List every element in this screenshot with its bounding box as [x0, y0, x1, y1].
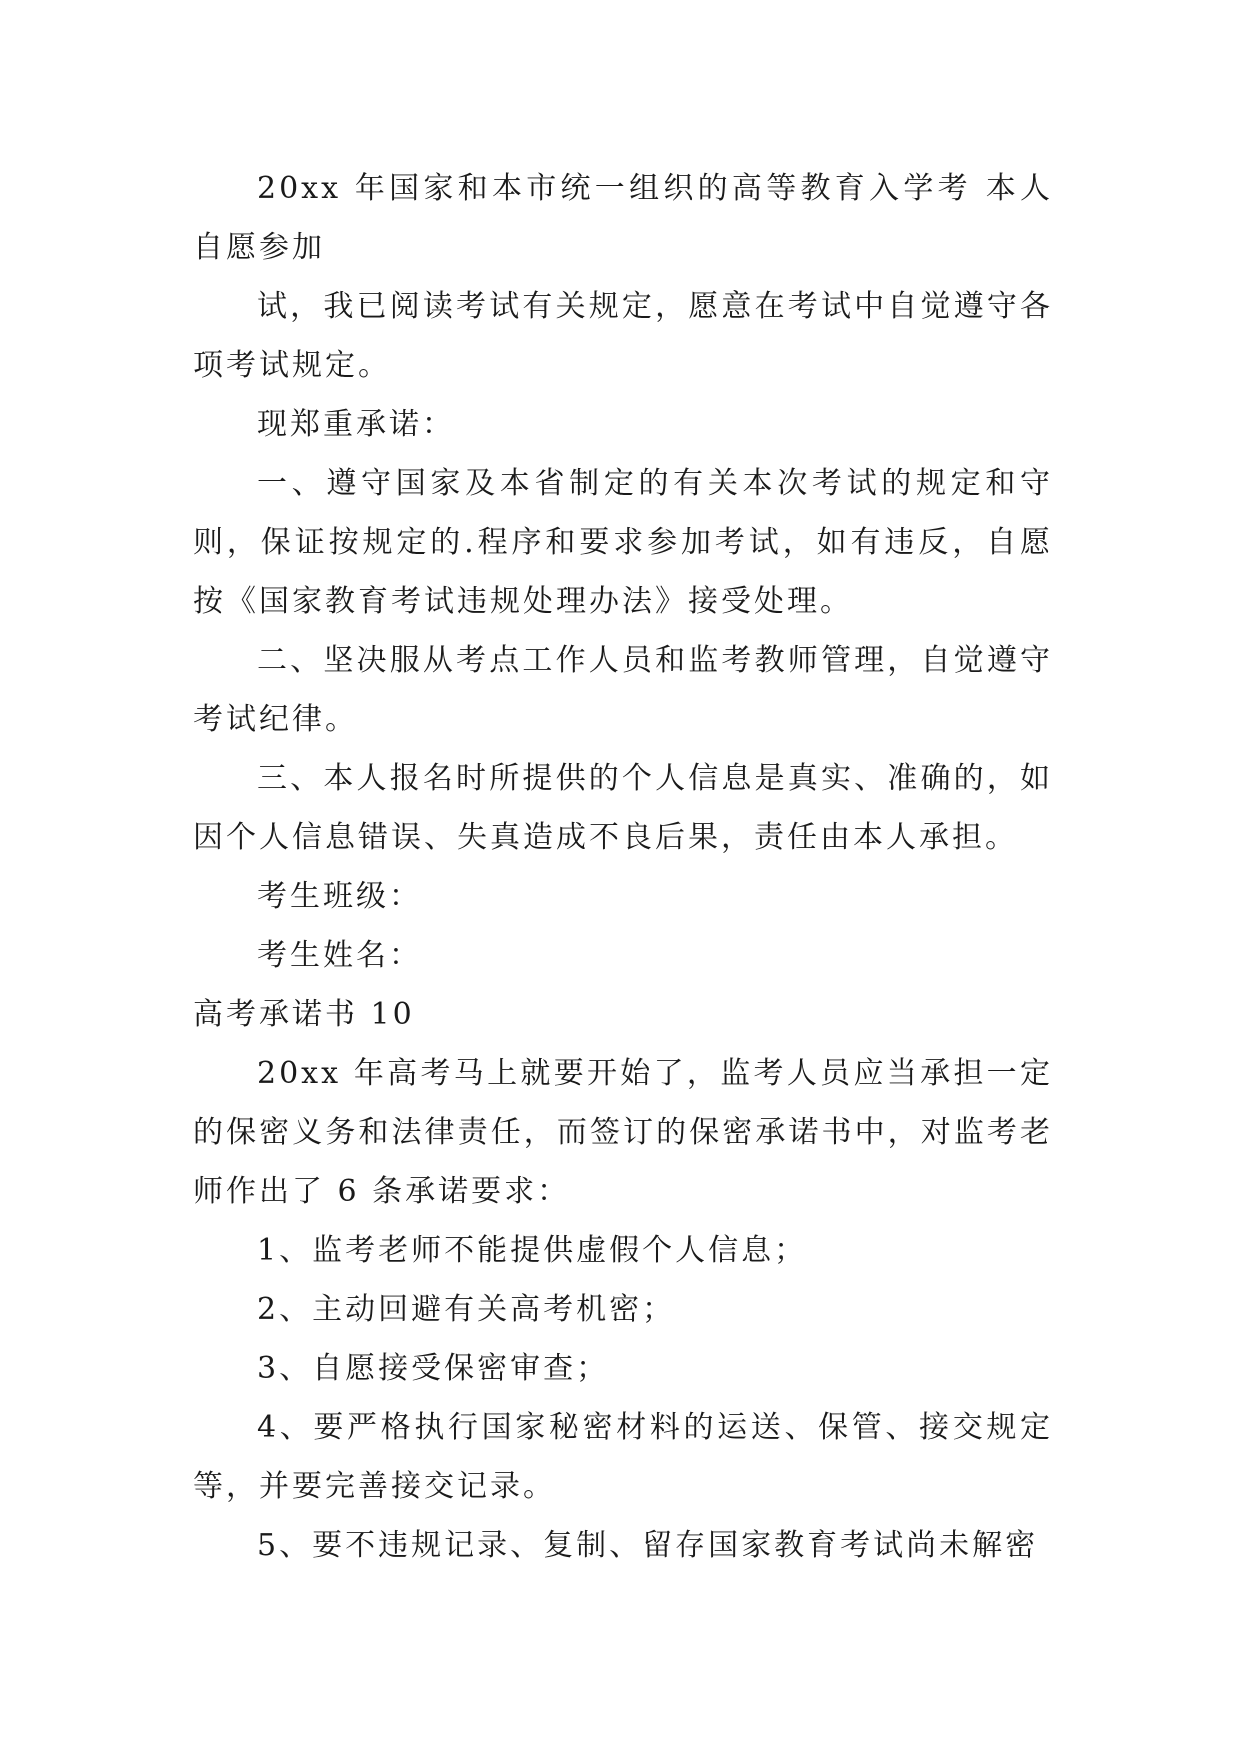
paragraph-promise-three: 三、本人报名时所提供的个人信息是真实、准确的，如因个人信息错误、失真造成不良后果，责任由本人承担。 — [193, 761, 1053, 855]
document-body — [193, 159, 1053, 1575]
list-item-1: 1、监考老师不能提供虚假个人信息； — [257, 1233, 808, 1268]
list-item-2: 2、主动回避有关高考机密； — [257, 1292, 676, 1327]
paragraph-intro: 20xx 年国家和本市统一组织的高等教育入学考 本人自愿参加 — [193, 171, 1053, 265]
paragraph-promise-two: 二、坚决服从考点工作人员和监考教师管理，自觉遵守考试纪律。 — [193, 643, 1053, 737]
list-item-3: 3、自愿接受保密审查； — [257, 1351, 610, 1386]
paragraph-solemn-promise: 现郑重承诺： — [257, 407, 455, 442]
paragraph-promise-one: 一、遵守国家及本省制定的有关本次考试的规定和守则，保证按规定的.程序和要求参加考试，如有违反，自愿按《国家教育考试违规处理办法》接受处理。 — [193, 466, 1053, 619]
list-item-4: 4、要严格执行国家秘密材料的运送、保管、接交规定等，并要完善接交记录。 — [193, 1410, 1053, 1504]
paragraph-read-rules: 试，我已阅读考试有关规定，愿意在考试中自觉遵守各项考试规定。 — [193, 289, 1053, 383]
field-student-name: 考生姓名： — [257, 938, 422, 973]
field-student-class: 考生班级： — [257, 879, 422, 914]
paragraph-proctor-intro: 20xx 年高考马上就要开始了，监考人员应当承担一定的保密义务和法律责任，而签订的保密承诺书中，对监考老师作出了 6 条承诺要求： — [193, 1056, 1053, 1209]
section-heading: 高考承诺书 10 — [193, 997, 415, 1032]
list-item-5: 5、要不违规记录、复制、留存国家教育考试尚未解密 — [257, 1528, 1039, 1563]
